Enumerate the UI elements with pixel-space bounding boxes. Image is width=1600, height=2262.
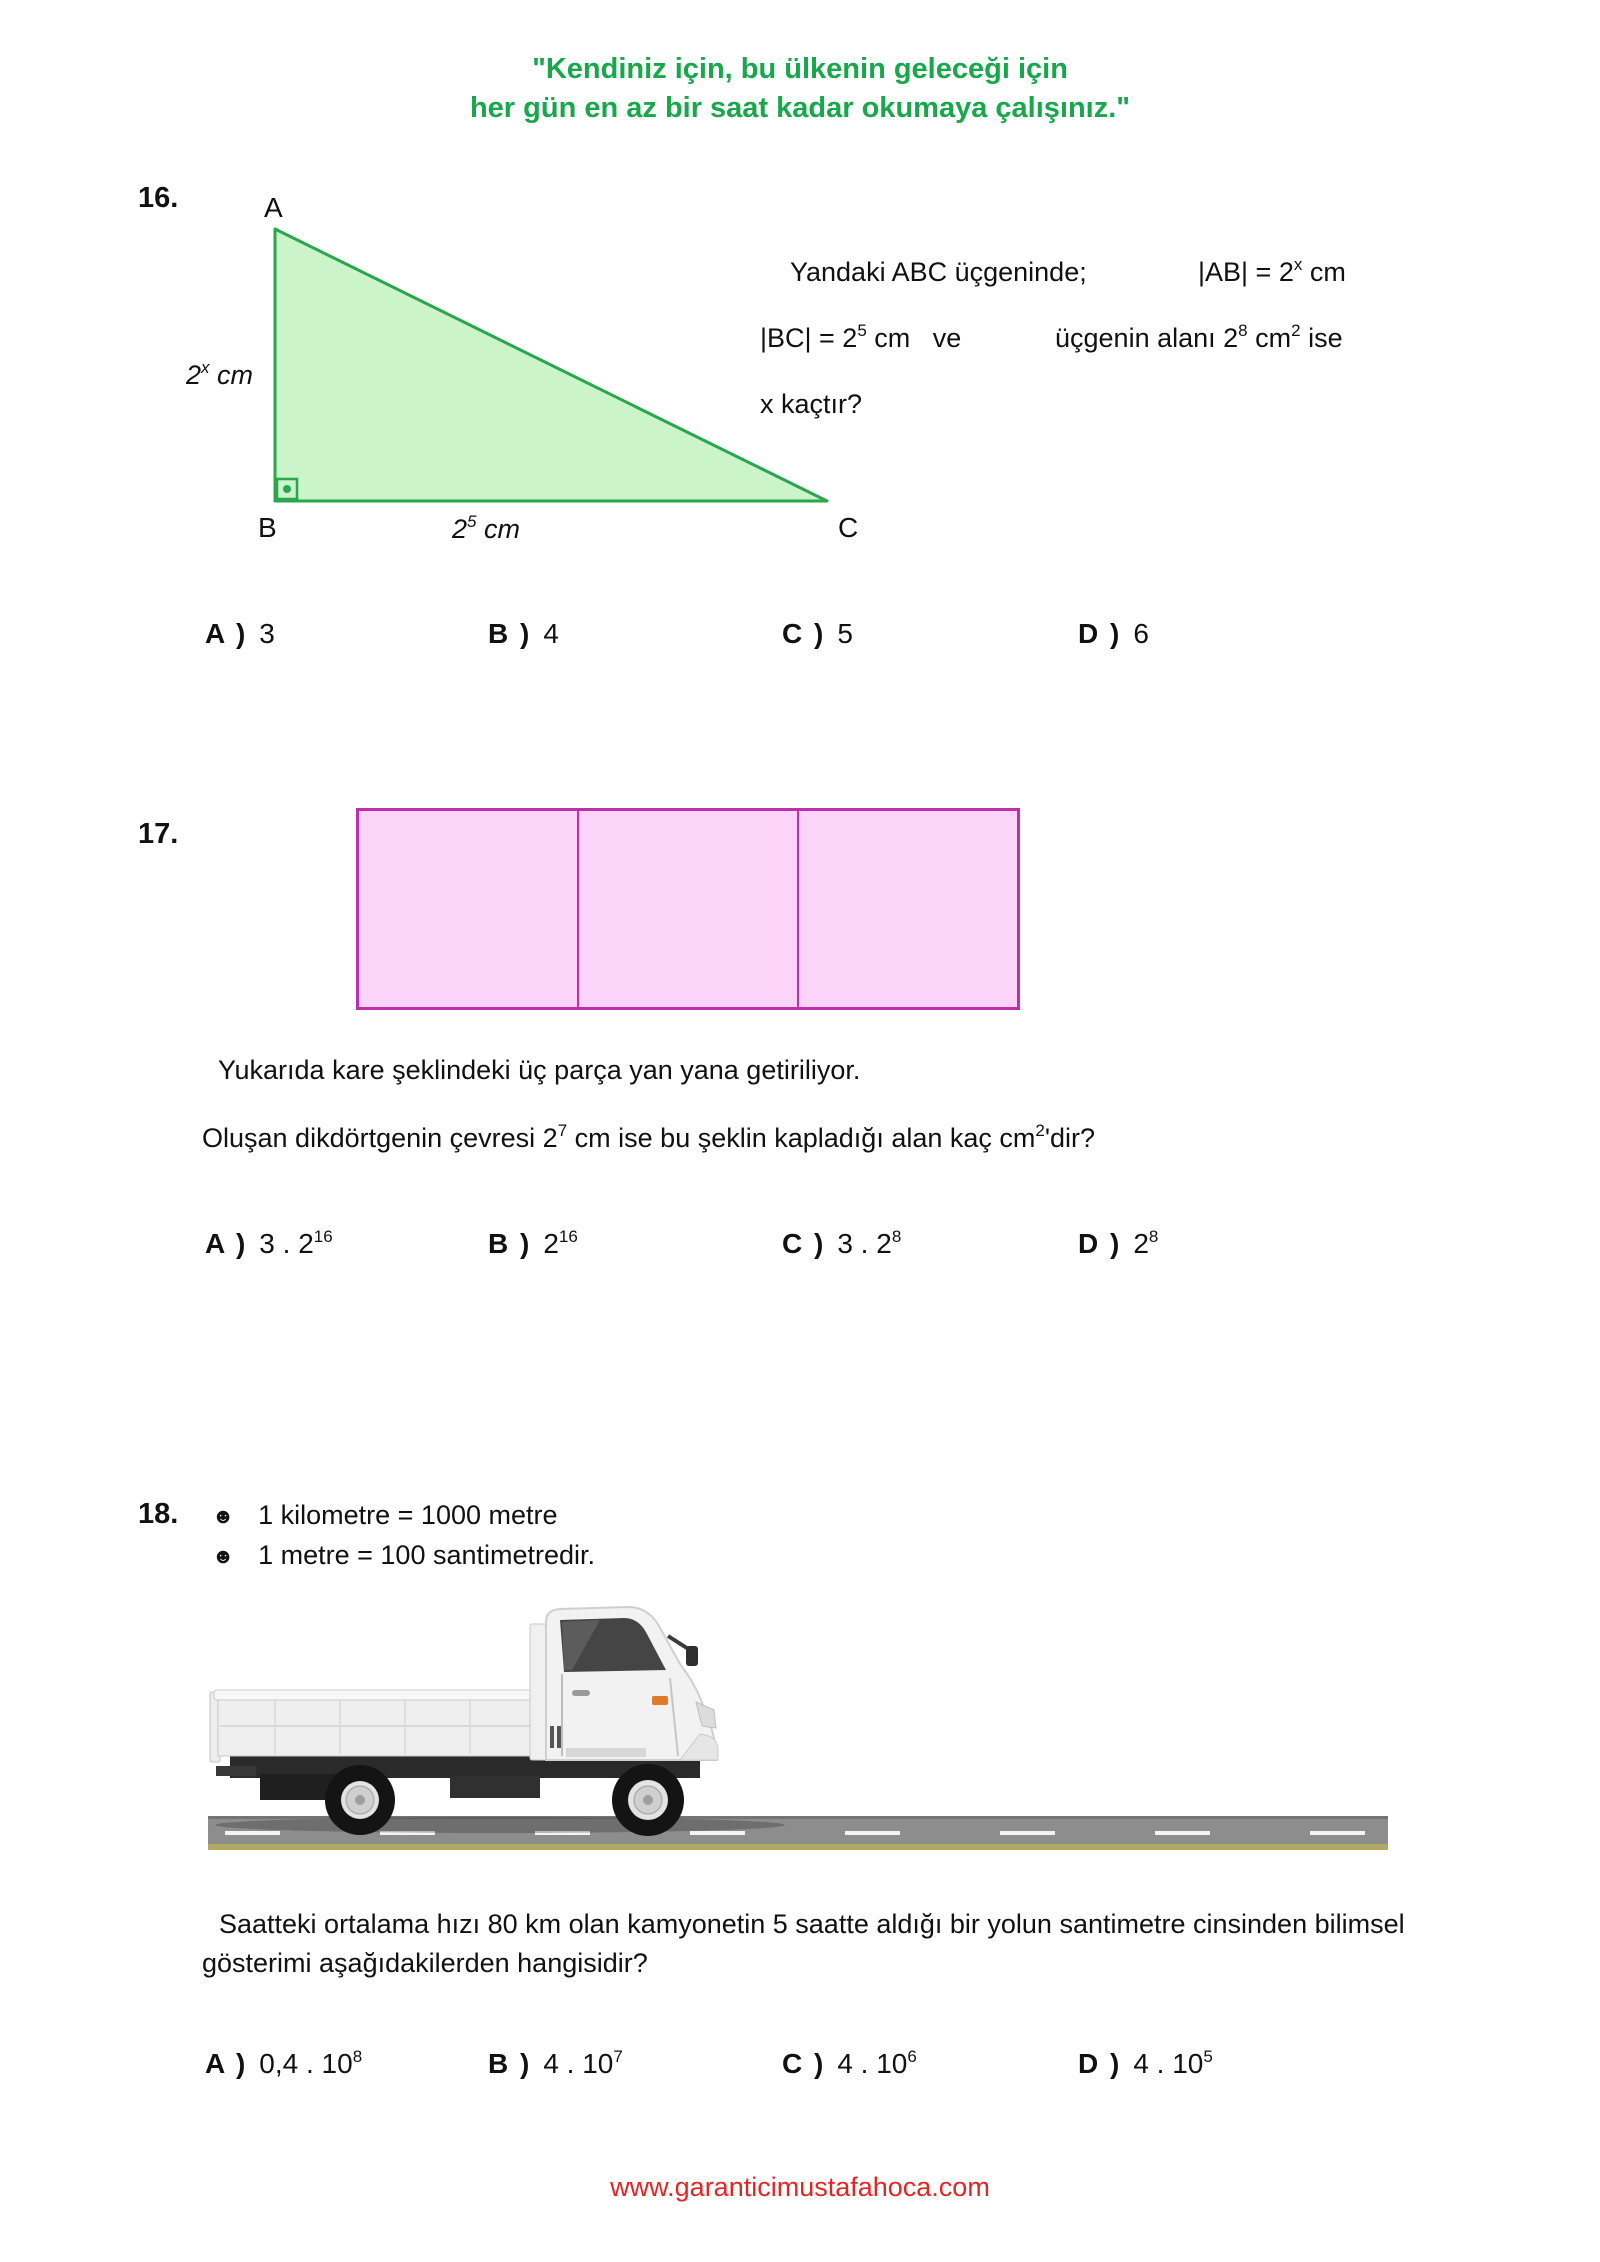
option-letter: C ) bbox=[782, 618, 826, 649]
triangle-shape bbox=[275, 229, 827, 501]
option-value: 4 . 10 bbox=[837, 2048, 908, 2079]
option-letter: A ) bbox=[205, 618, 248, 649]
q18-option-a bbox=[205, 2048, 362, 2080]
q16-statement-line2b: üçgenin alanı $2^8$ $cm^2$ ise bbox=[1055, 321, 1343, 353]
q17-number: 17. bbox=[138, 818, 179, 850]
option-value: 2 bbox=[1133, 1228, 1149, 1259]
q16-option-a bbox=[205, 618, 275, 650]
option-exponent: 8 bbox=[891, 1226, 902, 1246]
option-letter: D ) bbox=[1078, 2048, 1122, 2079]
square-piece-2 bbox=[577, 811, 799, 1007]
q17-option-a bbox=[205, 1228, 333, 1260]
option-value: 3 bbox=[259, 618, 275, 649]
pickup-truck bbox=[210, 1607, 718, 1836]
truck-image bbox=[200, 1598, 1400, 1858]
option-exponent: 5 bbox=[1203, 2046, 1213, 2066]
vertex-c-label: C bbox=[838, 512, 859, 543]
option-value: 5 bbox=[837, 618, 853, 649]
quote-line-1: "Kendiniz için, bu ülkenin geleceği için bbox=[532, 53, 1068, 85]
side-bc-length-label: $2^5$ cm bbox=[452, 512, 520, 544]
option-letter: D ) bbox=[1078, 1228, 1122, 1259]
q17-option-b bbox=[488, 1228, 578, 1260]
option-letter: B ) bbox=[488, 2048, 532, 2079]
option-letter: C ) bbox=[782, 1228, 826, 1259]
footer bbox=[0, 2172, 1600, 2203]
option-value: 3 . 2 bbox=[837, 1228, 892, 1259]
q17-text-1: Yukarıda kare şeklindeki üç parça yan yana getiriliyor. bbox=[218, 1055, 861, 1085]
q17-option-d bbox=[1078, 1228, 1158, 1260]
vertex-b-label: B bbox=[258, 512, 277, 543]
option-letter: B ) bbox=[488, 618, 532, 649]
side-ab-length-label: 2$^x$ cm bbox=[186, 358, 254, 390]
vertex-a-label: A bbox=[264, 192, 283, 223]
option-exponent: 16 bbox=[558, 1226, 578, 1246]
q17-text-2: Oluşan dikdörtgenin çevresi $2^7$ cm ise bu şeklin kapladığı alan kaç $cm^2'dir$? bbox=[202, 1121, 1096, 1153]
option-letter: B ) bbox=[488, 1228, 532, 1259]
option-exponent: 8 bbox=[1148, 1226, 1159, 1246]
q17-squares-figure bbox=[356, 808, 1020, 1010]
q18-option-d bbox=[1078, 2048, 1213, 2080]
q16-option-c bbox=[782, 618, 853, 650]
option-value: 4 . 10 bbox=[543, 2048, 614, 2079]
option-letter: D ) bbox=[1078, 618, 1122, 649]
q16-option-b bbox=[488, 618, 559, 650]
square-piece-1 bbox=[359, 811, 577, 1007]
option-value: 4 . 10 bbox=[1133, 2048, 1204, 2079]
q18-question-line2: gösterimi aşağıdakilerden hangisidir? bbox=[202, 1948, 648, 1978]
square-piece-3 bbox=[799, 811, 1017, 1007]
quote-line-2: her gün en az bir saat kadar okumaya çalışınız." bbox=[469, 92, 1131, 124]
q18-option-b bbox=[488, 2048, 623, 2080]
q16-option-d bbox=[1078, 618, 1149, 650]
option-value: 3 . 2 bbox=[259, 1228, 314, 1259]
motivation-quote bbox=[0, 50, 1600, 128]
option-letter: A ) bbox=[205, 1228, 248, 1259]
q18-option-c bbox=[782, 2048, 917, 2080]
option-value: 6 bbox=[1133, 618, 1149, 649]
option-letter: C ) bbox=[782, 2048, 826, 2079]
q18-question-line1: Saatteki ortalama hızı 80 km olan kamyonetin 5 saatte aldığı bir yolun santimetre cinsinden bilimsel bbox=[219, 1909, 1405, 1939]
q16-statement-line2a: $|BC| = 2^5$ cm ve bbox=[760, 321, 962, 353]
q16-statement-line1a: Yandaki ABC üçgeninde; bbox=[790, 257, 1087, 287]
q16-triangle-figure bbox=[230, 196, 870, 526]
q16-number: 16. bbox=[138, 182, 179, 214]
website-link[interactable]: www.garanticimustafahoca.com bbox=[610, 2172, 990, 2202]
option-exponent: 16 bbox=[313, 1226, 333, 1246]
right-angle-dot bbox=[283, 485, 291, 493]
bullet-text: 1 metre = 100 santimetredir. bbox=[258, 1540, 596, 1570]
option-letter: A ) bbox=[205, 2048, 248, 2079]
option-exponent: 6 bbox=[907, 2046, 917, 2066]
q18-bullet-2 bbox=[212, 1540, 595, 1571]
q18-number: 18. bbox=[138, 1498, 179, 1530]
option-exponent: 7 bbox=[613, 2046, 623, 2066]
option-value: 2 bbox=[543, 1228, 559, 1259]
smiley-bullet-icon: ☻ bbox=[212, 1504, 235, 1528]
q17-option-c bbox=[782, 1228, 901, 1260]
option-exponent: 8 bbox=[352, 2046, 363, 2066]
truck-shadow bbox=[215, 1817, 785, 1833]
option-value: 4 bbox=[543, 618, 559, 649]
smiley-bullet-icon: ☻ bbox=[212, 1544, 235, 1568]
q16-statement-line3: x kaçtır? bbox=[760, 389, 863, 419]
option-value: 0,4 . 10 bbox=[259, 2048, 353, 2079]
q18-bullet-1 bbox=[212, 1500, 558, 1531]
bullet-text: 1 kilometre = 1000 metre bbox=[258, 1500, 558, 1530]
q16-statement-line1b: $|AB| = 2^x$ cm bbox=[1198, 255, 1346, 287]
